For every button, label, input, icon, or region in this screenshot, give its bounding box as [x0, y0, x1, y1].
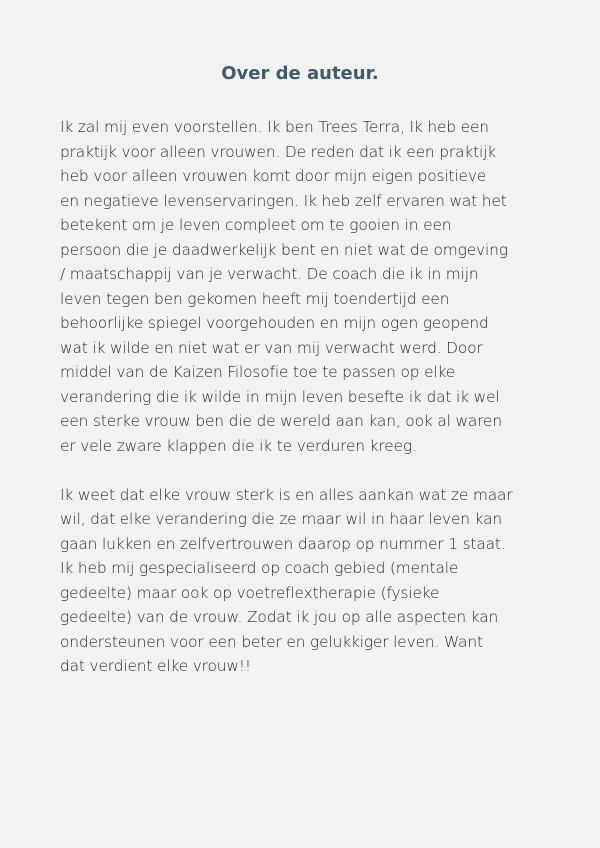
text-line: een sterke vrouw ben die de wereld aan kan, ook al waren	[60, 412, 502, 430]
text-line: gaan lukken en zelfvertrouwen daarop op nummer 1 staat.	[60, 534, 506, 553]
paragraph-mission	[60, 483, 550, 679]
paragraph-spacer	[60, 458, 550, 483]
page-title: Over de auteur.	[221, 63, 379, 84]
text-line: Ik zal mij even voorstellen. Ik ben Trees Terra, Ik heb een	[60, 118, 489, 136]
text-line: gedeelte) maar ook op voetreflextherapie (fysieke	[60, 583, 440, 602]
text-line: wil, dat elke verandering die ze maar wil in haar leven kan	[60, 510, 502, 528]
text-line: / maatschappij van je verwacht. De coach die ik in mijn	[60, 265, 479, 283]
text-line: ondersteunen voor een beter en gelukkiger leven. Want	[60, 632, 483, 651]
text-line: behoorlijke spiegel voorgehouden en mijn ogen geopend	[60, 314, 489, 332]
text-line: er vele zware klappen die ik te verduren kreeg.	[60, 436, 417, 455]
text-line: verandering die ik wilde in mijn leven besefte ik dat ik wel	[60, 387, 500, 406]
text-line: betekent om je leven compleet om te gooien in een	[60, 216, 452, 234]
text-line: dat verdient elke vrouw!!	[60, 657, 251, 675]
body-text	[60, 115, 550, 679]
text-line: Ik weet dat elke vrouw sterk is en alles aankan wat ze maar	[60, 485, 513, 504]
text-line: Ik heb mij gespecialiseerd op coach gebied (mentale	[60, 559, 459, 577]
text-line: leven tegen ben gekomen heeft mij toendertijd een	[60, 289, 450, 308]
text-line: praktijk voor alleen vrouwen. De reden dat ik een praktijk	[60, 142, 497, 161]
text-line: heb voor alleen vrouwen komt door mijn eigen positieve	[60, 167, 487, 185]
text-line: middel van de Kaizen Filosofie toe te passen op elke	[60, 363, 456, 381]
text-line: gedeelte) van de vrouw. Zodat ik jou op alle aspecten kan	[60, 608, 499, 626]
text-line: persoon die je daadwerkelijk bent en niet wat de omgeving	[60, 240, 508, 259]
text-line: en negatieve levenservaringen. Ik heb zelf ervaren wat het	[60, 191, 507, 210]
text-line: wat ik wilde en niet wat er van mij verwacht werd. Door	[60, 338, 483, 357]
paragraph-intro	[60, 115, 550, 458]
